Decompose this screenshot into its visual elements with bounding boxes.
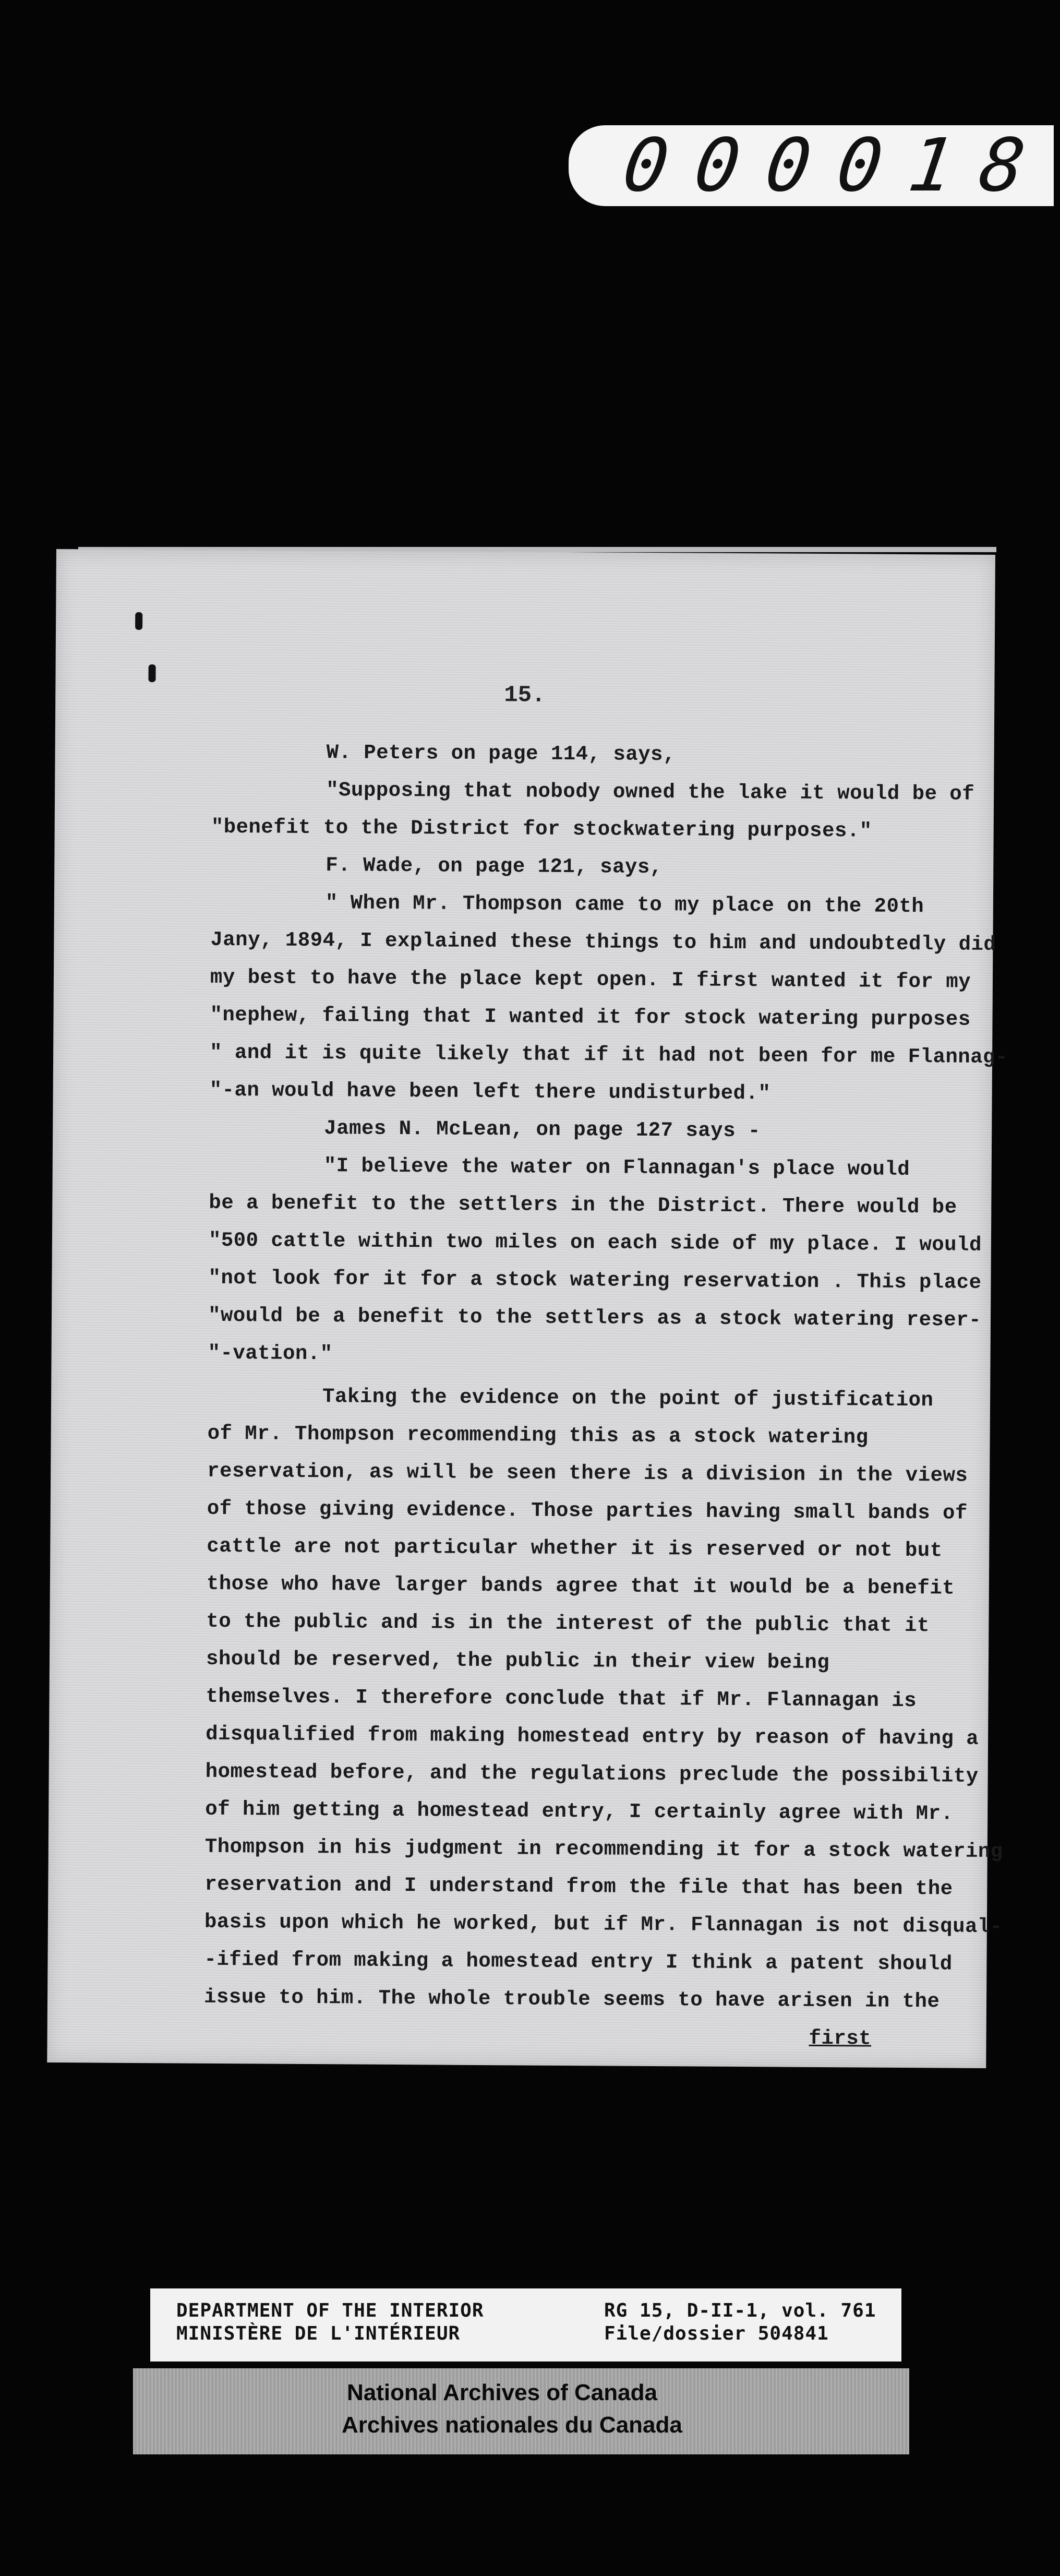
archives-name-fr: Archives nationales du Canada: [342, 2412, 682, 2438]
text-line: "500 cattle within two miles on each side of my place. I would: [208, 1229, 982, 1257]
archival-label: [150, 2288, 901, 2362]
text-line: should be reserved, the public in their view being: [206, 1647, 830, 1675]
text-line: of him getting a homestead entry, I certainly agree with Mr.: [205, 1797, 954, 1826]
catchword: first: [809, 2026, 872, 2050]
text-line: disqualified from making homestead entry by reason of having a: [205, 1722, 979, 1750]
text-line: "would be a benefit to the settlers as a stock watering reser-: [208, 1304, 982, 1332]
frame-digit: 8: [974, 123, 1031, 208]
text-line: those who have larger bands agree that it would be a benefit: [206, 1572, 955, 1600]
text-line: "nephew, failing that I wanted it for stock watering purposes: [210, 1003, 971, 1031]
text-line: F. Wade, on page 121, says,: [326, 854, 662, 879]
record-group: RG 15, D-II-1, vol. 761: [604, 2300, 876, 2321]
text-line: "-vation.": [208, 1341, 333, 1366]
frame-counter: [569, 125, 1054, 206]
frame-digit: 1: [903, 123, 959, 208]
text-line: reservation, as will be seen there is a division in the views: [207, 1459, 968, 1487]
text-line: -ified from making a homestead entry I think a patent should: [204, 1948, 953, 1976]
text-line: Thompson in his judgment in recommending it for a stock watering: [204, 1835, 1003, 1864]
page-number: 15.: [504, 682, 546, 709]
punch-hole-mark: [135, 612, 142, 630]
text-line: "Supposing that nobody owned the lake it would be of: [326, 779, 975, 806]
text-line: "I believe the water on Flannagan's place would: [323, 1154, 910, 1182]
department-en: DEPARTMENT OF THE INTERIOR: [176, 2300, 484, 2321]
file-number: File/dossier 504841: [604, 2323, 829, 2344]
archives-banner: [133, 2368, 909, 2454]
text-line: cattle are not particular whether it is reserved or not but: [207, 1534, 943, 1563]
text-line: " When Mr. Thompson came to my place on the 20th: [325, 891, 924, 919]
document-page: [47, 549, 1008, 2068]
text-line: to the public and is in the interest of the public that it: [206, 1609, 930, 1638]
archives-name-en: National Archives of Canada: [347, 2380, 657, 2405]
punch-hole-mark: [148, 664, 155, 682]
text-line: of Mr. Thompson recommending this as a stock watering: [207, 1422, 869, 1449]
text-line: basis upon which he worked, but if Mr. Flannagan is not disqual-: [204, 1910, 1003, 1939]
department-fr: MINISTÈRE DE L'INTÉRIEUR: [176, 2323, 461, 2344]
text-line: of those giving evidence. Those parties having small bands of: [207, 1497, 968, 1525]
text-line: "benefit to the District for stockwatering purposes.": [211, 815, 872, 843]
frame-digit: 0: [689, 123, 745, 208]
frame-digit: 0: [618, 123, 674, 208]
text-line: reservation and I understand from the file that has been the: [204, 1873, 953, 1901]
text-line: be a benefit to the settlers in the District. There would be: [209, 1191, 957, 1219]
text-line: themselves. I therefore conclude that if Mr. Flannagan is: [206, 1685, 917, 1713]
text-line: James N. McLean, on page 127 says -: [324, 1117, 761, 1143]
text-line: "not look for it for a stock watering reservation . This place: [208, 1266, 982, 1294]
text-line: homestead before, and the regulations preclude the possibility: [205, 1760, 979, 1788]
text-line: my best to have the place kept open. I first wanted it for my: [210, 965, 971, 994]
frame-digit: 0: [832, 123, 888, 208]
text-line: "-an would have been left there undisturbed.": [209, 1078, 771, 1105]
text-line: Jany, 1894, I explained these things to him and undoubtedly did: [210, 928, 996, 957]
text-line: W. Peters on page 114, says,: [326, 741, 676, 767]
text-line: Taking the evidence on the point of justification: [322, 1385, 934, 1412]
text-line: issue to him. The whole trouble seems to have arisen in the: [203, 1985, 940, 2013]
frame-digit: 0: [761, 123, 817, 208]
text-line: " and it is quite likely that if it had not been for me Flannag-: [209, 1041, 1008, 1069]
